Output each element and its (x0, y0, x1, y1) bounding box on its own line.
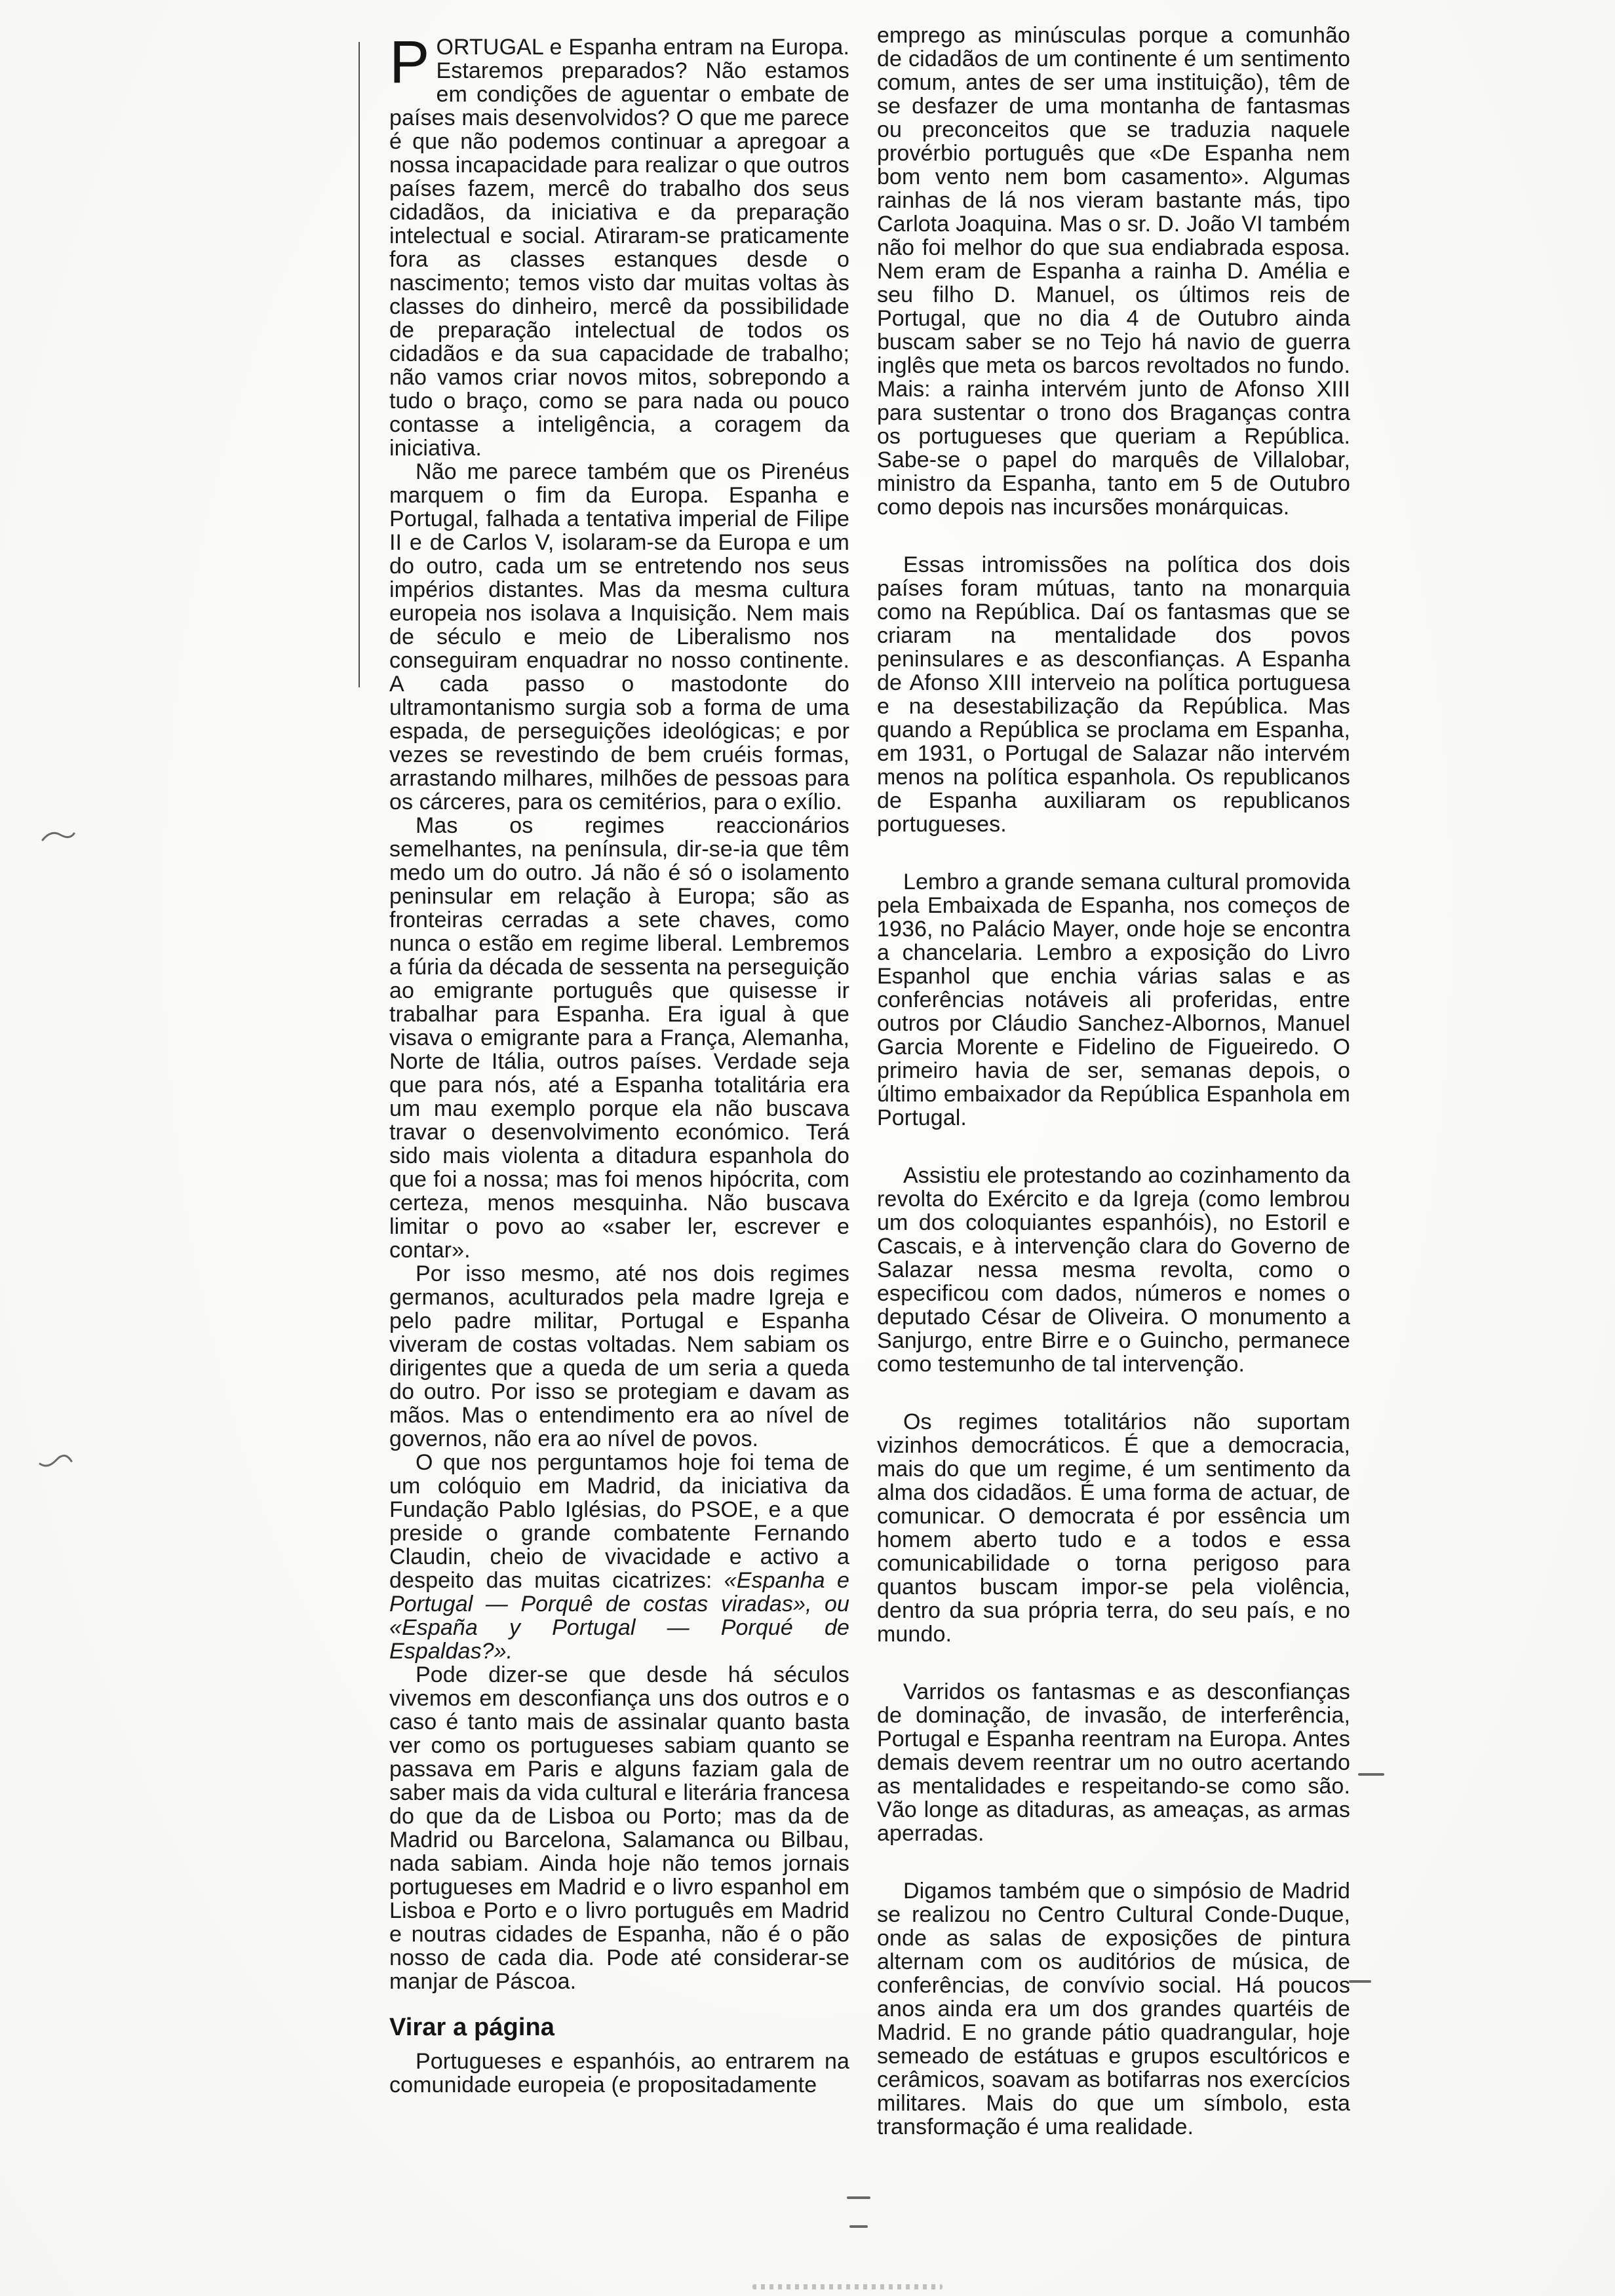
text-run: ORTUGAL e Espanha entram na Europa. Estaremos preparados? Não estamos em condições de aguentar o embate de países mais desenvolvidos? O que me parece é que não podemos continuar a apregoar a nossa incapacidade para realizar o que outros países fazem, mercê do trabalho dos seus cidadãos, da iniciativa e da preparação intelectual e social. Atiraram-se praticamente fora as classes estanques desde o nascimento; temos visto dar muitas voltas às classes do dinheiro, mercê da possibilidade de preparação intelectual de todos os cidadãos e da sua capacidade de trabalho; não vamos criar novos mitos, sobrepondo a tudo o braço, como se para nada ou pouco contasse a inteligência, a coragem da iniciativa. (389, 35, 849, 461)
handwritten-margin-mark (41, 827, 76, 844)
scan-mark (1349, 1980, 1371, 1983)
paragraph (389, 1663, 849, 1993)
drop-cap: P (389, 29, 430, 96)
paragraph (389, 1451, 849, 1663)
text-run: Pode dizer-se que desde há séculos vivemos em desconfiança uns dos outros e o caso é tanto mais de assinalar quanto basta ver como os portugueses sabiam quanto se passava em Paris e alguns faziam gala de saber mais da vida cultural e literária francesa do que da de Lisboa ou Porto; mas da de Madrid ou Barcelona, Salamanca ou Bilbau, nada sabiam. Ainda hoje não temos jornais portugueses em Madrid e o livro espanhol em Lisboa e Porto e o livro português em Madrid e noutras cidades de Espanha, não é o pão nosso de cada dia. Pode até considerar-se manjar de Páscoa. (389, 1662, 849, 1994)
text-run: Varridos os fantasmas e as desconfianças de dominação, de invasão, de interferência, Portugal e Espanha reentram na Europa. Antes demais devem reentrar um no outro acertando as mentalidades e respeitando-se como são. Vão longe as ditaduras, as ameaças, as armas aperradas. (877, 1679, 1350, 1846)
paragraph (877, 553, 1350, 836)
paragraph (877, 1879, 1350, 2139)
paragraph (389, 1262, 849, 1451)
text-run: Lembro a grande semana cultural promovida pela Embaixada de Espanha, nos começos de 1936, no Palácio Mayer, onde hoje se encontra a chancelaria. Lembro a exposição do Livro Espanhol que enchia várias salas e as conferências notáveis ali proferidas, entre outros por Cláudio Sanchez-Albornos, Manuel Garcia Morente e Fidelino de Figueiredo. O primeiro havia de ser, semanas depois, o último embaixador da República Espanhola em Portugal. (877, 870, 1350, 1130)
paragraph (389, 460, 849, 814)
scan-mark (849, 2225, 868, 2228)
text-run: O que nos perguntamos hoje foi tema de um colóquio em Madrid, da iniciativa da Fundação Pablo Iglésias, do PSOE, e a que preside o grande combatente Fernando Claudin, cheio de vivacidade e activo a despeito das muitas cicatrizes: (389, 1450, 849, 1593)
left-column-rule (359, 42, 360, 687)
paragraph (877, 1410, 1350, 1646)
paragraph (389, 814, 849, 1262)
text-run: Mas os regimes reaccionários semelhantes, na península, dir-se-ia que têm medo um do outro. Já não é só o isolamento peninsular em relação à Europa; são as fronteiras cerradas a sete chaves, como nunca o estão em regime liberal. Lembremos a fúria da década de sessenta na perseguição ao emigrante português que quisesse ir trabalhar para Espanha. Era igual à que visava o emigrante para a França, Alemanha, Norte de Itália, outros países. Verdade seja que para nós, até a Espanha totalitária era um mau exemplo porque ela não buscava travar o desenvolvimento económico. Terá sido mais violenta a ditadura espanhola do que foi a nossa; mas foi menos hipócrita, com certeza, menos mesquinha. Não buscava limitar o povo ao «saber ler, escrever e contar». (389, 813, 849, 1263)
paragraph (877, 1164, 1350, 1376)
scan-mark (1358, 1773, 1384, 1776)
scan-mark (847, 2196, 870, 2199)
handwritten-margin-mark (38, 1452, 73, 1469)
text-run: Não me parece também que os Pirenéus marquem o fim da Europa. Espanha e Portugal, falhada a tentativa imperial de Filipe II e de Carlos V, isolaram-se da Europa e um do outro, cada um se entretendo nos seus impérios distantes. Mas da mesma cultura europeia nos isolava a Inquisição. Nem mais de século e meio de Liberalismo nos conseguiram enquadrar no nosso continente. A cada passo o mastodonte do ultramontanismo surgia sob a forma de uma espada, de perseguições ideológicas; e por vezes se revestindo de bem cruéis formas, arrastando milhares, milhões de pessoas para os cárceres, para os cemitérios, para o exílio. (389, 459, 849, 814)
paragraph (389, 29, 849, 461)
paragraph (877, 24, 1350, 519)
section-heading: Virar a página (389, 2014, 555, 2041)
text-run: Portugueses e espanhóis, ao entrarem na comunidade europeia (e propositadamente (389, 2049, 849, 2097)
article-column-left (389, 29, 849, 2097)
article-column-right (877, 24, 1350, 2139)
paragraph (877, 870, 1350, 1130)
text-run: Por isso mesmo, até nos dois regimes germanos, aculturados pela madre Igreja e pelo padre militar, Portugal e Espanha viveram de costas voltadas. Nem sabiam os dirigentes que a queda de um seria a queda do outro. Por isso se protegiam e davam as mãos. Mas o entendimento era ao nível de governos, não era ao nível de povos. (389, 1261, 849, 1451)
text-run: Os regimes totalitários não suportam vizinhos democráticos. É que a democracia, mais do que um regime, é um sentimento da alma dos cidadãos. É uma forma de actuar, de comunicar. O democrata é por essência um homem aberto tudo e a todos e essa comunicabilidade o torna perigoso para quantos buscam impor-se pela violência, dentro da sua própria terra, do seu país, e no mundo. (877, 1409, 1350, 1647)
paragraph (389, 2050, 849, 2097)
text-run: Essas intromissões na política dos dois países foram mútuas, tanto na monarquia como na República. Daí os fantasmas que se criaram na mentalidade dos povos peninsulares e as desconfianças. A Espanha de Afonso XIII interveio na política portuguesa e na desestabilização da República. Mas quando a República se proclama em Espanha, em 1931, o Portugal de Salazar não intervém menos na política espanhola. Os republicanos de Espanha auxiliaram os republicanos portugueses. (877, 552, 1350, 837)
scan-smudge (752, 2284, 943, 2289)
text-run: emprego as minúsculas porque a comunhão de cidadãos de um continente é um sentimento comum, antes de ser uma instituição), têm de se desfazer de uma montanha de fantasmas ou preconceitos que se traduzia naquele provérbio português que «De Espanha nem bom vento nem bom casamento». Algumas rainhas de lá nos vieram bastante más, tipo Carlota Joaquina. Mas o sr. D. João VI também não foi melhor do que sua endiabrada esposa. Nem eram de Espanha a rainha D. Amélia e seu filho D. Manuel, os últimos reis de Portugal, que no dia 4 de Outubro ainda buscam saber se no Tejo há navio de guerra inglês que meta os barcos revoltados no fundo. Mais: a rainha intervém junto de Afonso XIII para sustentar o trono dos Braganças contra os portugueses que queriam a República. Sabe-se o papel do marquês de Villalobar, ministro da Espanha, tanto em 5 de Outubro como depois nas incursões monárquicas. (877, 23, 1350, 520)
text-run: Assistiu ele protestando ao cozinhamento da revolta do Exército e da Igreja (como lembrou um dos coloquiantes espanhóis), no Estoril e Cascais, e à intervenção clara do Governo de Salazar nessa mesma revolta, como o especificou com dados, números e nomes o deputado César de Oliveira. O monumento a Sanjurgo, entre Birre e o Guincho, permanece como testemunho de tal intervenção. (877, 1163, 1350, 1377)
paragraph (877, 1680, 1350, 1845)
text-run: Digamos também que o simpósio de Madrid se realizou no Centro Cultural Conde-Duque, onde as salas de exposições de pintura alternam com os auditórios de música, de conferências, de convívio social. Há poucos anos ainda era um dos grandes quartéis de Madrid. E no grande pátio quadrangular, hoje semeado de estátuas e grupos escultóricos e cerâmicos, soavam as botifarras nos exercícios militares. Mais do que um símbolo, esta transformação é uma realidade. (877, 1879, 1350, 2139)
italic-text-run: «Espanha e Portugal — Porquê de costas viradas», ou «España y Portugal — Porqué de Espaldas?». (389, 1568, 849, 1664)
